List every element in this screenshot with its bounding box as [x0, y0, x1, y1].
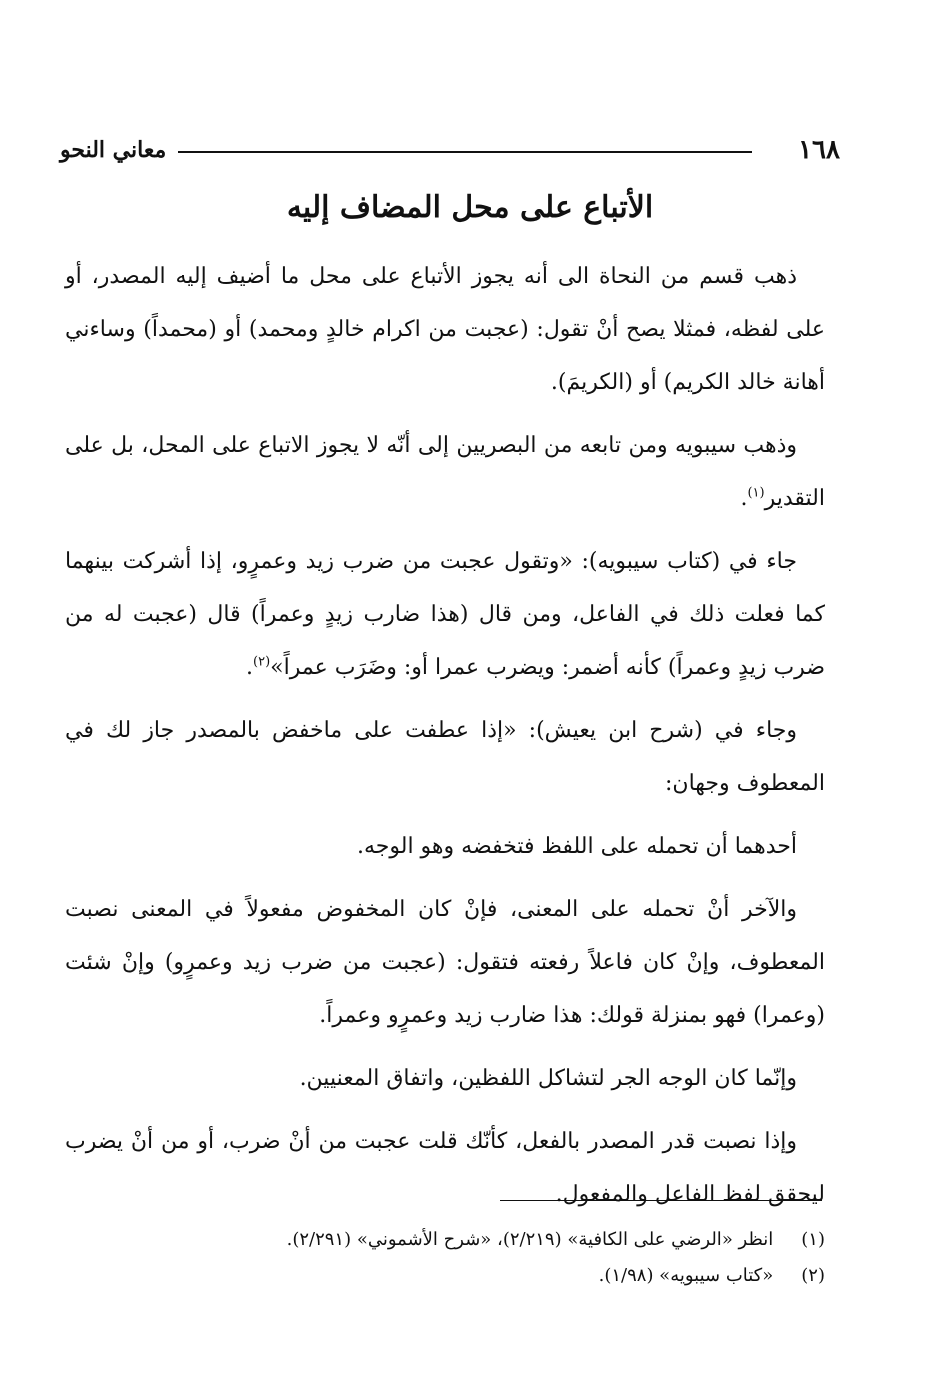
footnote-ref: (١)	[747, 485, 765, 501]
body-text	[65, 250, 825, 1231]
paragraph-text: أحدهما أن تحمله على اللفظ فتخفضه وهو الوجه.	[357, 834, 797, 859]
running-title: معاني النحو	[60, 137, 167, 163]
paragraph-text: وإنّما كان الوجه الجر لتشاكل اللفظين، واتفاق المعنيين.	[299, 1066, 797, 1091]
footnote-ref: (٢)	[253, 654, 271, 670]
footnote-number: (١)	[801, 1229, 825, 1250]
paragraph-text: وذهب سيبويه ومن تابعه من البصريين إلى أنّه لا يجوز الاتباع على المحل، بل على التقدير	[65, 433, 825, 511]
page-number: ١٦٨	[798, 135, 840, 165]
paragraph	[65, 1115, 825, 1221]
paragraph-text: وجاء في (شرح ابن يعيش): «إذا عطفت على ماخفض بالمصدر جاز لك في المعطوف وجهان:	[65, 718, 825, 796]
footnote-text: «كتاب سيبويه» (١/٩٨).	[598, 1265, 774, 1286]
footnote-number: (٢)	[801, 1265, 825, 1286]
footnote-separator	[500, 1200, 822, 1201]
paragraph	[65, 883, 825, 1042]
paragraph: وذهب سيبويه ومن تابعه من البصريين إلى أنّه لا يجوز الاتباع على المحل، بل على التقدير$^{(١)}$.	[65, 433, 825, 511]
paragraph-text: جاء في (كتاب سيبويه): «وتقول عجبت من ضرب زيد وعمرٍو، إذا أشركت بينهما كما فعلت ذلك في الفاعل، ومن قال (هذا ضارب زيدٍ وعمراً) قال (عجبت له من ضرب زيدٍ وعمراً) كأنه أضمر: ويضرب عمرا أو: وضَرَب عمراً»	[65, 549, 825, 680]
paragraph-text: والآخر أنْ تحمله على المعنى، فإنْ كان المخفوض مفعولاً في المعنى نصبت المعطوف، وإنْ كان فاعلاً رفعته فتقول: (عجبت من ضرب زيد وعمرٍو) وإنْ شئت (وعمرا) فهو بمنزلة قولك: هذا ضارب زيد وعمرٍو وعمراً.	[65, 897, 825, 1028]
paragraph-text: وإذا نصبت قدر المصدر بالفعل، كأنّك قلت عجبت من أنْ ضرب، أو من أنْ يضرب ليحقق لفظ الفاعل والمفعول.	[65, 1129, 825, 1207]
paragraph	[65, 250, 825, 409]
paragraph	[65, 820, 825, 873]
paragraph-text: ذهب قسم من النحاة الى أنه يجوز الأتباع على محل ما أضيف إليه المصدر، أو على لفظه، فمثلا يصح أنْ تقول: (عجبت من اكرام خالدٍ ومحمد) أو (محمداً) وساءني أهانة خالد الكريم) أو (الكريمَ).	[65, 264, 825, 395]
header-rule	[178, 151, 752, 153]
page-header	[60, 135, 840, 175]
section-title: الأتباع على محل المضاف إليه	[286, 190, 654, 225]
paragraph: جاء في (كتاب سيبويه): «وتقول عجبت من ضرب زيد وعمرٍو، إذا أشركت بينهما كما فعلت ذلك في الفاعل، ومن قال (هذا ضارب زيدٍ وعمراً) قال (عجبت له من ضرب زيدٍ وعمراً) كأنه أضمر: ويضرب عمرا أو: وضَرَب عمراً»$^{(٢)}$.	[65, 549, 825, 680]
footnote	[105, 1258, 825, 1294]
paragraph	[65, 1052, 825, 1105]
footnotes	[105, 1222, 825, 1294]
paragraph	[65, 704, 825, 810]
footnote-text: انظر «الرضي على الكافية» (٢/٢١٩)، «شرح الأشموني» (٢/٢٩١).	[286, 1229, 774, 1250]
footnote	[105, 1222, 825, 1258]
